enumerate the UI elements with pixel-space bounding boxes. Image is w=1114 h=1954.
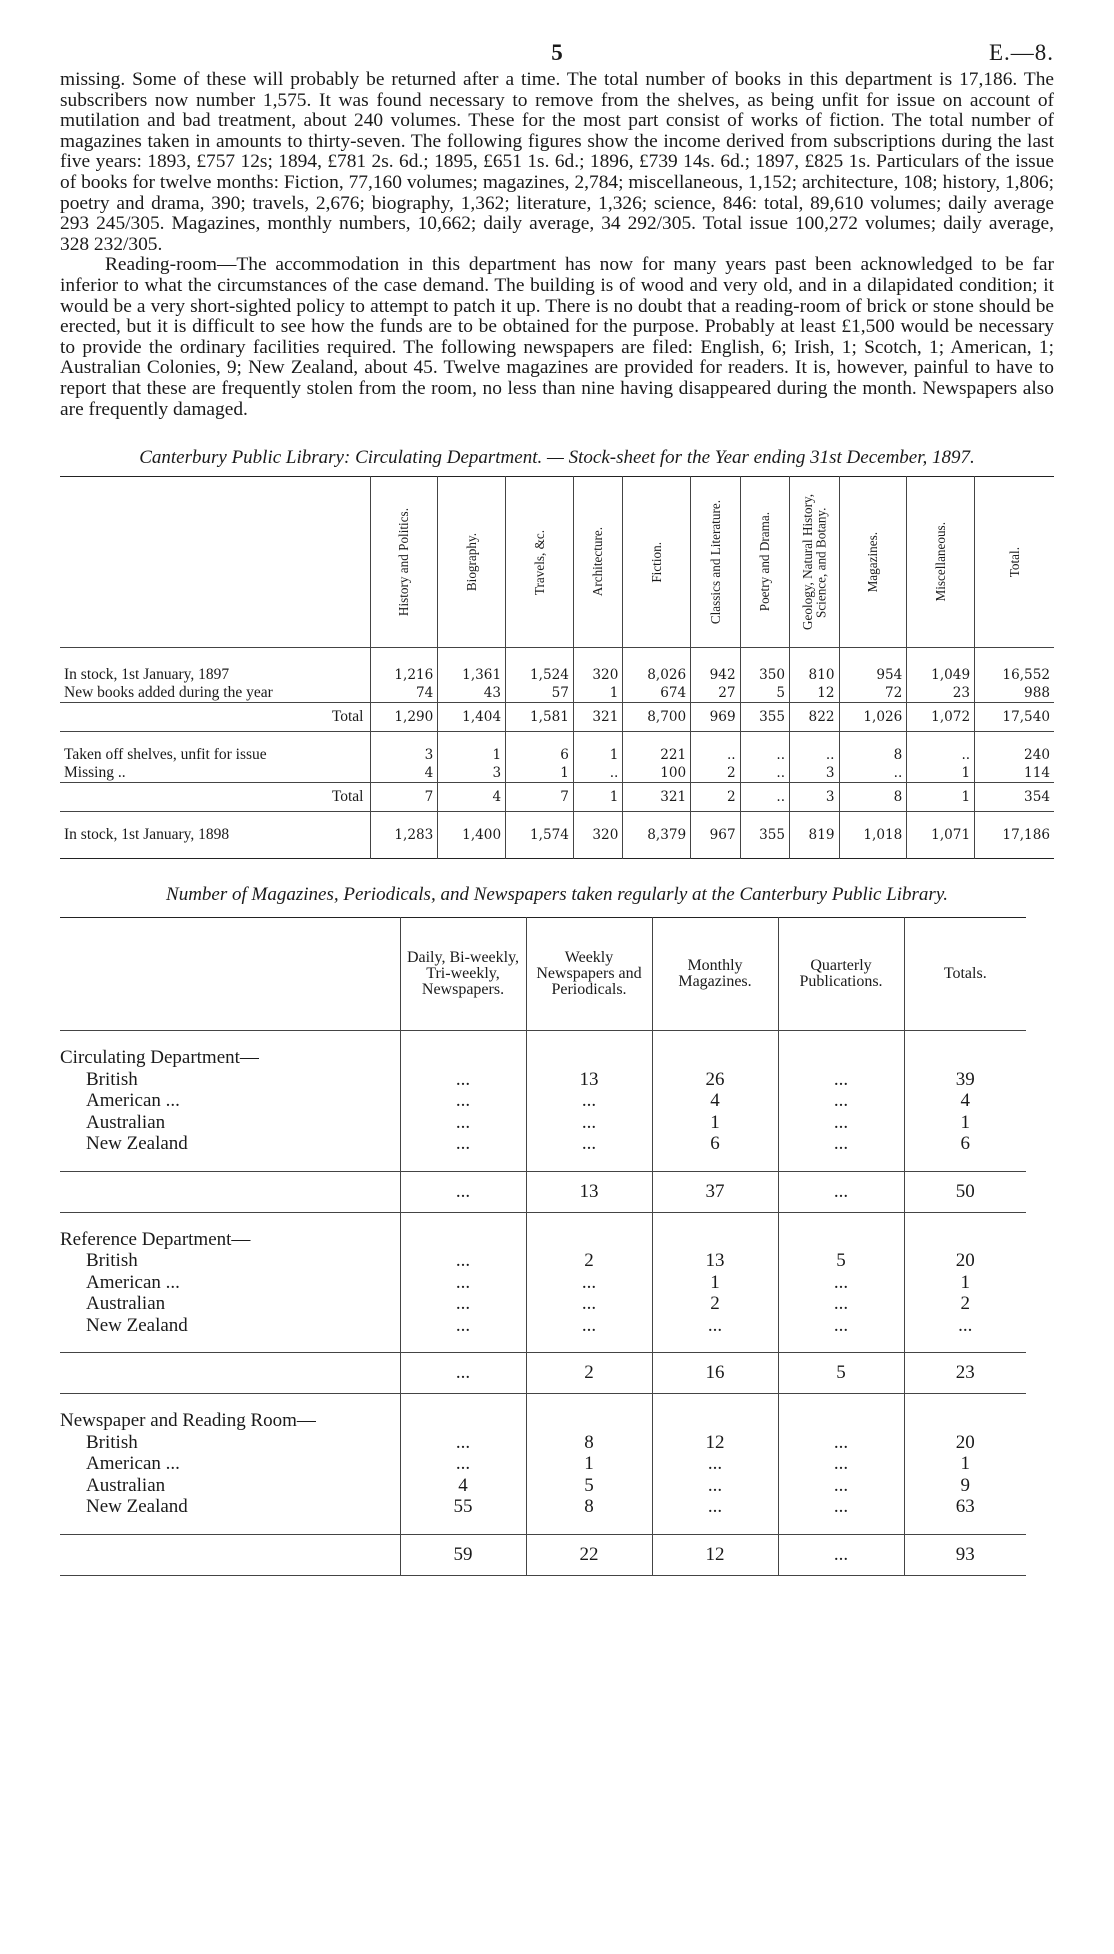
table-cell: 7 xyxy=(370,783,438,812)
table-cell: 1 xyxy=(573,684,622,703)
table-cell: ... xyxy=(400,1250,526,1272)
row-label: New books added during the year xyxy=(64,684,273,702)
totals-row xyxy=(60,1534,1026,1575)
table-cell: 320 xyxy=(573,666,622,684)
table-cell: 12 xyxy=(790,684,839,703)
table-cell: 5 xyxy=(526,1475,652,1497)
table-cell: 1 xyxy=(904,1453,1026,1475)
row-label: British xyxy=(86,1068,138,1090)
table-cell: 1,072 xyxy=(907,703,975,732)
table-row xyxy=(60,746,1054,764)
total-cell: 23 xyxy=(904,1353,1026,1394)
total-cell: 37 xyxy=(652,1171,778,1212)
table-cell: 5 xyxy=(778,1250,904,1272)
table-cell: 9 xyxy=(904,1475,1026,1497)
total-cell: ... xyxy=(400,1353,526,1394)
table-row xyxy=(60,703,1054,732)
mag-col-header: Totals. xyxy=(904,918,1026,1031)
table-cell: .. xyxy=(740,783,789,812)
table-cell: .. xyxy=(691,746,740,764)
table-cell: 355 xyxy=(740,703,789,732)
table-cell: 321 xyxy=(573,703,622,732)
table-row xyxy=(60,1133,1026,1155)
table-cell: 1 xyxy=(652,1112,778,1134)
table-row xyxy=(60,666,1054,684)
table-cell: 2 xyxy=(691,783,740,812)
table-cell: 100 xyxy=(623,764,691,783)
row-label: In stock, 1st January, 1897 xyxy=(64,666,230,684)
table-cell: 4 xyxy=(438,783,506,812)
table-cell: 240 xyxy=(975,746,1054,764)
table-cell: ... xyxy=(652,1475,778,1497)
table-cell: 43 xyxy=(438,684,506,703)
table-cell: ... xyxy=(652,1453,778,1475)
table-cell: ... xyxy=(526,1090,652,1112)
table-cell: 20 xyxy=(904,1432,1026,1454)
table-row xyxy=(60,1250,1026,1272)
total-cell: ... xyxy=(778,1171,904,1212)
row-label: Total xyxy=(60,703,370,732)
row-label: American ... xyxy=(86,1453,180,1475)
table-cell: 819 xyxy=(790,826,839,844)
table-cell: ... xyxy=(778,1069,904,1091)
table-cell: 8 xyxy=(526,1496,652,1518)
table-row xyxy=(60,826,1054,844)
table-cell: 4 xyxy=(904,1090,1026,1112)
table-cell: ... xyxy=(400,1293,526,1315)
table-cell: 1,361 xyxy=(438,666,506,684)
table-cell: 16,552 xyxy=(975,666,1054,684)
section-title: Circulating Department— xyxy=(60,1047,259,1069)
table-cell: 1,216 xyxy=(370,666,438,684)
table-cell: 13 xyxy=(652,1250,778,1272)
table-cell: 8 xyxy=(839,783,907,812)
table-cell: 320 xyxy=(573,826,622,844)
total-cell: 13 xyxy=(526,1171,652,1212)
total-cell: ... xyxy=(778,1534,904,1575)
table-cell: ... xyxy=(778,1496,904,1518)
row-label: Taken off shelves, unfit for issue xyxy=(64,746,267,764)
total-cell: 5 xyxy=(778,1353,904,1394)
table-cell: 1 xyxy=(506,764,574,783)
stock-sheet-table xyxy=(60,476,1054,859)
table-cell: ... xyxy=(526,1272,652,1294)
table-cell: 2 xyxy=(526,1250,652,1272)
document-reference: E.—8. xyxy=(988,40,1054,65)
table-cell: 6 xyxy=(506,746,574,764)
table-cell: ... xyxy=(778,1453,904,1475)
stock-header-blank xyxy=(60,477,370,648)
table-cell: 26 xyxy=(652,1069,778,1091)
table-cell: 1 xyxy=(438,746,506,764)
stock-col-header: Total. xyxy=(975,477,1054,648)
table-cell: 1 xyxy=(526,1453,652,1475)
table-cell: 4 xyxy=(370,764,438,783)
mag-col-header: Daily, Bi-weekly, Tri-weekly, Newspapers. xyxy=(400,918,526,1031)
table-cell: ... xyxy=(400,1112,526,1134)
paragraph-circulating: missing. Some of these will probably be returned after a time. The total number of books in this department is 17,186. The subscribers now number 1,575. It was found necessary to remove from the shelves, as being unfit for issue on account of mutilation and bad treatment, about 240 volumes. These for the most part consist of works of fiction. The total number of magazines taken in amounts to thirty-seven. The following figures show the income derived from subscriptions during the last five years: 1893, £757 12s; 1894, £781 2s. 6d.; 1895, £651 1s. 6d.; 1896, £739 14s. 6d.; 1897, £825 1s. Particulars of the issue of books for twelve months: Fiction, 77,160 volumes; magazines, 2,784; miscellaneous, 1,152; architecture, 108; history, 1,806; poetry and drama, 390; travels, 2,676; biography, 1,362; literature, 1,326; science, 846: total, 89,610 volumes; daily average 293 245/305. Magazines, monthly numbers, 10,662; daily average, 34 292/305. Total issue 100,272 volumes; daily average, 328 232/305. xyxy=(60,69,1054,255)
stock-col-header: Poetry and Drama. xyxy=(740,477,789,648)
section-title: Reference Department— xyxy=(60,1228,251,1250)
table-cell: 1,404 xyxy=(438,703,506,732)
table-row xyxy=(60,783,1054,812)
table-cell: 1,018 xyxy=(839,826,907,844)
table-cell: 355 xyxy=(740,826,789,844)
table-cell: 1,524 xyxy=(506,666,574,684)
table-cell: ... xyxy=(526,1133,652,1155)
table-cell: ... xyxy=(652,1496,778,1518)
table-cell: ... xyxy=(400,1133,526,1155)
table-row xyxy=(60,1315,1026,1337)
table-cell: 8,700 xyxy=(623,703,691,732)
table-cell: 8 xyxy=(839,746,907,764)
table-cell: 1,290 xyxy=(370,703,438,732)
table-cell: 1,026 xyxy=(839,703,907,732)
table-cell: 4 xyxy=(652,1090,778,1112)
table-cell: .. xyxy=(907,746,975,764)
table-cell: 114 xyxy=(975,764,1054,783)
table-cell: 20 xyxy=(904,1250,1026,1272)
table-cell: ... xyxy=(400,1453,526,1475)
page-header xyxy=(60,40,1054,70)
section-row xyxy=(60,1410,1026,1432)
row-label: New Zealand xyxy=(86,1314,188,1336)
table-cell: 3 xyxy=(790,783,839,812)
stock-col-header: Classics and Literature. xyxy=(691,477,740,648)
total-cell: 50 xyxy=(904,1171,1026,1212)
magazine-table xyxy=(60,917,1026,1576)
table-cell: 810 xyxy=(790,666,839,684)
row-label: American ... xyxy=(86,1271,180,1293)
table-cell: 1 xyxy=(907,783,975,812)
table-cell: ... xyxy=(652,1315,778,1337)
table-row xyxy=(60,1090,1026,1112)
table-cell: 74 xyxy=(370,684,438,703)
page-number: 5 xyxy=(551,40,563,65)
table-cell: ... xyxy=(400,1272,526,1294)
table-cell: 1,283 xyxy=(370,826,438,844)
row-label: Australian xyxy=(86,1111,166,1133)
table-cell: 1 xyxy=(573,783,622,812)
table-cell: 1 xyxy=(904,1112,1026,1134)
table-row xyxy=(60,1453,1026,1475)
table-cell: 27 xyxy=(691,684,740,703)
table-cell: .. xyxy=(790,746,839,764)
row-label: In stock, 1st January, 1898 xyxy=(64,826,230,844)
table-cell: 354 xyxy=(975,783,1054,812)
row-label: Australian xyxy=(86,1474,166,1496)
table-row xyxy=(60,684,1054,703)
table-cell: ... xyxy=(778,1090,904,1112)
stock-col-header: Miscellaneous. xyxy=(907,477,975,648)
table-cell: 7 xyxy=(506,783,574,812)
row-label: New Zealand xyxy=(86,1133,188,1155)
mag-col-header: Weekly Newspapers and Periodicals. xyxy=(526,918,652,1031)
table-cell: ... xyxy=(778,1315,904,1337)
table-cell: 13 xyxy=(526,1069,652,1091)
table-cell: 8 xyxy=(526,1432,652,1454)
table-cell: ... xyxy=(778,1272,904,1294)
table-cell: 969 xyxy=(691,703,740,732)
table-cell: 350 xyxy=(740,666,789,684)
table-cell: 4 xyxy=(400,1475,526,1497)
stock-col-header: Travels, &c. xyxy=(506,477,574,648)
table-cell: 822 xyxy=(790,703,839,732)
row-label: Missing .. xyxy=(64,764,126,782)
section-title: Newspaper and Reading Room— xyxy=(60,1410,316,1432)
table-cell: 1,071 xyxy=(907,826,975,844)
table-cell: 63 xyxy=(904,1496,1026,1518)
table-cell: 942 xyxy=(691,666,740,684)
table-row xyxy=(60,1496,1026,1518)
stock-col-header: History and Politics. xyxy=(370,477,438,648)
table-cell: 23 xyxy=(907,684,975,703)
table-cell: 1 xyxy=(904,1272,1026,1294)
table-cell: 1 xyxy=(573,746,622,764)
magazine-table-body xyxy=(60,1031,1026,1576)
table-cell: 321 xyxy=(623,783,691,812)
table-row xyxy=(60,1293,1026,1315)
mag-header-blank xyxy=(60,918,400,1031)
row-label: New Zealand xyxy=(86,1496,188,1518)
table-cell: 6 xyxy=(904,1133,1026,1155)
table-cell: ... xyxy=(400,1315,526,1337)
total-cell: 12 xyxy=(652,1534,778,1575)
stock-col-header: Fiction. xyxy=(623,477,691,648)
table-cell: ... xyxy=(778,1432,904,1454)
table-cell: 12 xyxy=(652,1432,778,1454)
table-cell: ... xyxy=(400,1432,526,1454)
section-row xyxy=(60,1047,1026,1069)
table-cell: ... xyxy=(778,1293,904,1315)
stock-col-header: Magazines. xyxy=(839,477,907,648)
total-cell: 2 xyxy=(526,1353,652,1394)
total-cell: 93 xyxy=(904,1534,1026,1575)
stock-col-header: Architecture. xyxy=(573,477,622,648)
row-label: American ... xyxy=(86,1090,180,1112)
table-cell: 1,581 xyxy=(506,703,574,732)
table-cell: 1,400 xyxy=(438,826,506,844)
row-label: Total xyxy=(60,783,370,812)
table-cell: 8,379 xyxy=(623,826,691,844)
table-cell: ... xyxy=(400,1090,526,1112)
stock-table-caption: Canterbury Public Library: Circulating Department. — Stock-sheet for the Year ending 31st December, 1897. xyxy=(139,447,975,469)
magazine-table-caption: Number of Magazines, Periodicals, and Newspapers taken regularly at the Canterbury Public Library. xyxy=(166,884,948,906)
table-row xyxy=(60,1475,1026,1497)
table-cell: 57 xyxy=(506,684,574,703)
table-cell: ... xyxy=(526,1293,652,1315)
table-cell: 674 xyxy=(623,684,691,703)
table-cell: .. xyxy=(573,764,622,783)
table-cell: ... xyxy=(526,1112,652,1134)
stock-col-header: Geology, Natural History, Science, and Botany. xyxy=(790,477,839,648)
table-cell: 72 xyxy=(839,684,907,703)
table-row xyxy=(60,764,1054,783)
paragraph-reading-room: Reading-room—The accommodation in this department has now for many years past been acknowledged to be far inferior to what the circumstances of the case demand. The building is of wood and very old, and in a dilapidated condition; it would be a very short-sighted policy to attempt to patch it up. There is no doubt that a reading-room of brick or stone should be erected, but it is difficult to see how the funds are to be obtained for the purpose. Probably at least £1,500 would be necessary to provide the ordinary facilities required. The following newspapers are filed: English, 6; Irish, 1; Scotch, 1; American, 1; Australian Colonies, 9; New Zealand, about 45. Twelve magazines are provided for readers. It is, however, painful to have to report that these are frequently stolen from the room, no less than nine having disappeared during the month. Newspapers also are frequently damaged. xyxy=(60,254,1054,420)
table-cell: 17,186 xyxy=(975,826,1054,844)
mag-col-header: Monthly Magazines. xyxy=(652,918,778,1031)
row-label: British xyxy=(86,1250,138,1272)
table-cell: 2 xyxy=(652,1293,778,1315)
table-row xyxy=(60,1112,1026,1134)
table-cell: 55 xyxy=(400,1496,526,1518)
table-cell: 1 xyxy=(652,1272,778,1294)
totals-row xyxy=(60,1171,1026,1212)
table-cell: ... xyxy=(526,1315,652,1337)
totals-row xyxy=(60,1353,1026,1394)
table-cell: .. xyxy=(839,764,907,783)
row-label: Australian xyxy=(86,1293,166,1315)
table-row xyxy=(60,1272,1026,1294)
table-cell: 988 xyxy=(975,684,1054,703)
table-cell: 1,049 xyxy=(907,666,975,684)
row-label: British xyxy=(86,1431,138,1453)
table-cell: 3 xyxy=(438,764,506,783)
table-cell: 6 xyxy=(652,1133,778,1155)
table-cell: 2 xyxy=(904,1293,1026,1315)
table-row xyxy=(60,1069,1026,1091)
table-cell: 39 xyxy=(904,1069,1026,1091)
total-cell: 16 xyxy=(652,1353,778,1394)
total-cell: 22 xyxy=(526,1534,652,1575)
table-cell: 967 xyxy=(691,826,740,844)
stock-col-header: Biography. xyxy=(438,477,506,648)
table-cell: 3 xyxy=(370,746,438,764)
table-cell: 221 xyxy=(623,746,691,764)
table-cell: 8,026 xyxy=(623,666,691,684)
table-cell: 17,540 xyxy=(975,703,1054,732)
table-cell: 3 xyxy=(790,764,839,783)
section-row xyxy=(60,1229,1026,1251)
table-cell: 1,574 xyxy=(506,826,574,844)
table-cell: ... xyxy=(904,1315,1026,1337)
mag-col-header: Quarterly Publications. xyxy=(778,918,904,1031)
table-cell: 5 xyxy=(740,684,789,703)
table-cell: .. xyxy=(740,764,789,783)
table-cell: ... xyxy=(778,1133,904,1155)
table-cell: ... xyxy=(400,1069,526,1091)
document-page xyxy=(60,40,1054,1576)
total-cell: 59 xyxy=(400,1534,526,1575)
table-cell: 954 xyxy=(839,666,907,684)
total-cell: ... xyxy=(400,1171,526,1212)
table-cell: 1 xyxy=(907,764,975,783)
table-cell: 2 xyxy=(691,764,740,783)
table-cell: ... xyxy=(778,1112,904,1134)
table-row xyxy=(60,1432,1026,1454)
table-cell: .. xyxy=(740,746,789,764)
table-cell: ... xyxy=(778,1475,904,1497)
